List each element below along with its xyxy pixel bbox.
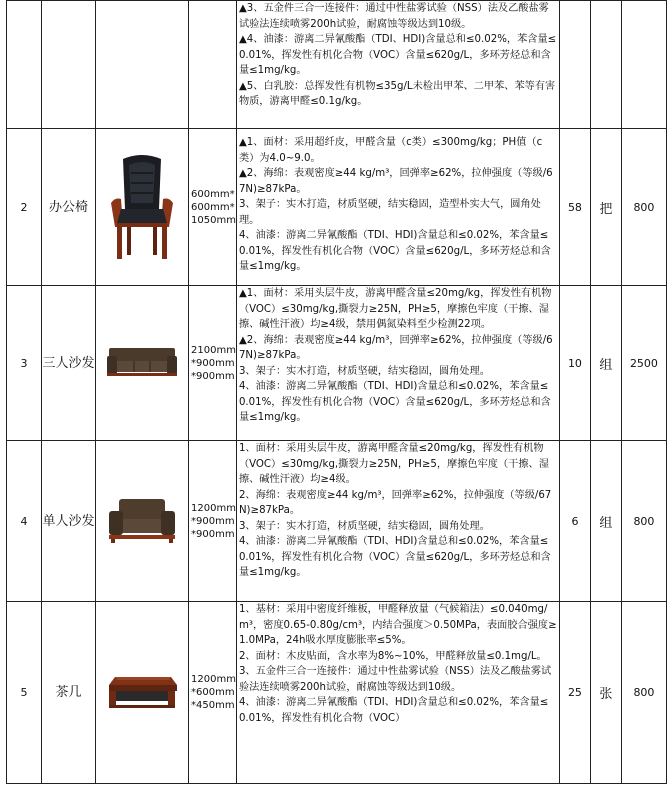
spec-line: ▲4、油漆：游离二异氰酸酯（TDI、HDI)含量总和≤0.02%，苯含量≤0.01%，挥发性有机化合物（VOC）含量≤620g/L，多环芳烃总和含量≤1mg/kg。 (238, 34, 557, 76)
spec-line: 4、油漆：游离二异氰酸酯（TDI、HDI)含量总和≤0.02%，苯含量≤0.01%，挥发性有机化合物（VOC）含量≤620g/L，多环芳烃总和含量≤1mg/kg。 (238, 381, 551, 423)
single-sofa-image (107, 495, 177, 545)
price: 800 (621, 602, 666, 784)
unit: 张 (590, 602, 621, 784)
quantity (559, 1, 590, 129)
size-line: 600mm* (191, 188, 235, 200)
spec-line: ▲2、海绵：表观密度≥44 kg/m³，回弹率≥62%，拉伸强度（等级/67N)≥87kPa。 (238, 334, 553, 361)
size-line: *900mm (191, 515, 235, 527)
product-spec (236, 1, 559, 129)
spec-line: 2、面材：木皮贴面，含水率为8%~10%，甲醛释放量≤0.1mg/L。 (238, 650, 547, 662)
quantity: 10 (559, 286, 590, 441)
size-line: *900mm (191, 528, 235, 540)
table-row (7, 129, 667, 286)
row-number (7, 1, 42, 129)
row-number: 2 (7, 129, 42, 286)
product-name: 单人沙发 (42, 441, 96, 602)
product-name: 办公椅 (42, 129, 96, 286)
spec-line: 4、油漆：游离二异氰酸酯（TDI、HDI)含量总和≤0.02%，苯含量≤0.01%，挥发性有机化合物（VOC）含量≤620g/L，多环芳烃总和含量≤1mg/kg。 (238, 536, 551, 578)
table-row (7, 1, 667, 129)
unit: 组 (590, 286, 621, 441)
coffee-table-image (105, 671, 179, 711)
price (621, 1, 666, 129)
quantity: 58 (559, 129, 590, 286)
product-spec (236, 286, 559, 441)
product-image-cell (96, 441, 189, 602)
product-image-cell (96, 602, 189, 784)
product-size (189, 286, 237, 441)
size-line: 1200mm (191, 674, 236, 685)
spec-line: ▲5、白乳胶：总挥发性有机物≤35g/L未检出甲苯、二甲苯、苯等有害物质，游离甲醛≤0.1g/kg。 (238, 80, 556, 107)
spec-line: 1、基材：采用中密度纤维板，甲醛释放量（气候箱法）≤0.040mg/m³，密度0.65-0.80g/cm³，内结合强度＞0.50MPa，表面胶合强度≥1.0MPa，24h吸水厚度膨胀率≤5%。 (238, 604, 557, 646)
size-line: 600mm* (191, 201, 235, 213)
size-line: 1200mm (191, 502, 236, 514)
quantity: 25 (559, 602, 590, 784)
unit (590, 1, 621, 129)
spec-line: 4、油漆：游离二异氰酸酯（TDI、HDI)含量总和≤0.02%，苯含量≤0.01%，挥发性有机化合物（VOC） (238, 697, 549, 724)
product-image-cell (96, 286, 189, 441)
table-row (7, 602, 667, 784)
product-spec-table (6, 0, 667, 784)
product-spec (236, 441, 559, 602)
price: 800 (621, 129, 666, 286)
product-image-cell (96, 1, 189, 129)
size-line: *450mm (191, 700, 235, 711)
size-line: *900mm (191, 370, 235, 382)
table-row (7, 286, 667, 441)
table-row (7, 441, 667, 602)
spec-line: 2、海绵：表观密度≥44 kg/m³，回弹率≥62%，拉伸强度（等级/67N)≥87kPa。 (238, 489, 552, 516)
size-line: *900mm (191, 357, 235, 369)
size-line: 1050mm (191, 214, 236, 226)
product-size (189, 602, 237, 784)
office-chair-image (107, 151, 177, 261)
row-number: 3 (7, 286, 42, 441)
product-spec (236, 602, 559, 784)
product-size (189, 129, 237, 286)
product-size (189, 441, 237, 602)
row-number: 4 (7, 441, 42, 602)
spec-line: ▲2、海绵：表观密度≥44 kg/m³，回弹率≥62%，拉伸强度（等级/67N)≥87kPa。 (238, 168, 553, 195)
quantity: 6 (559, 441, 590, 602)
spec-line: 3、架子：实木打造，材质坚硬，结实稳固，造型朴实大气，圆角处理。 (238, 199, 541, 226)
product-name: 三人沙发 (42, 286, 96, 441)
spec-line: 3、架子：实木打造，材质坚硬，结实稳固，圆角处理。 (238, 520, 490, 532)
product-image-cell (96, 129, 189, 286)
price: 2500 (621, 286, 666, 441)
spec-line: ▲1、面材：采用超纤皮，甲醛含量（c类）≤300mg/kg；PH值（c类）为4.0~9.0。 (238, 137, 543, 164)
spec-line: 3、架子：实木打造，材质坚硬，结实稳固，圆角处理。 (238, 365, 490, 377)
size-line: *600mm (191, 687, 235, 698)
product-spec (236, 129, 559, 286)
product-name: 茶几 (42, 602, 96, 784)
price: 800 (621, 441, 666, 602)
three-seat-sofa-image (105, 344, 179, 380)
product-name (42, 1, 96, 129)
row-number: 5 (7, 602, 42, 784)
spec-line: 3、五金件三合一连接件：通过中性盐雾试验（NSS）法及乙酸盐雾试验法连续喷雾200h试验，耐腐蚀等级达到10级。 (238, 666, 552, 693)
spec-line: ▲3、五金件三合一连接件：通过中性盐雾试验（NSS）法及乙酸盐雾试验法连续喷雾200h试验，耐腐蚀等级达到10级。 (238, 3, 549, 30)
spec-line: 4、油漆：游离二异氰酸酯（TDI、HDI)含量总和≤0.02%，苯含量≤0.01%，挥发性有机化合物（VOC）含量≤620g/L，多环芳烃总和含量≤1mg/kg。 (238, 230, 551, 272)
unit: 把 (590, 129, 621, 286)
unit: 组 (590, 441, 621, 602)
product-size (189, 1, 237, 129)
spec-line: ▲1、面材：采用头层牛皮，游离甲醛含量≤20mg/kg，挥发性有机物（VOC）≤30mg/kg,撕裂力≥25N，PH≥5，摩擦色牢度（干擦、湿擦、碱性汗液）均≥4级，禁用偶氮染料至少检测22项。 (238, 288, 552, 330)
size-line: 2100mm (191, 344, 236, 356)
spec-line: 1、面材：采用头层牛皮，游离甲醛含量≤20mg/kg，挥发性有机物（VOC）≤30mg/kg,撕裂力≥25N，PH≥5，摩擦色牢度（干擦、湿擦、碱性汗液）均≥4级。 (238, 443, 549, 485)
